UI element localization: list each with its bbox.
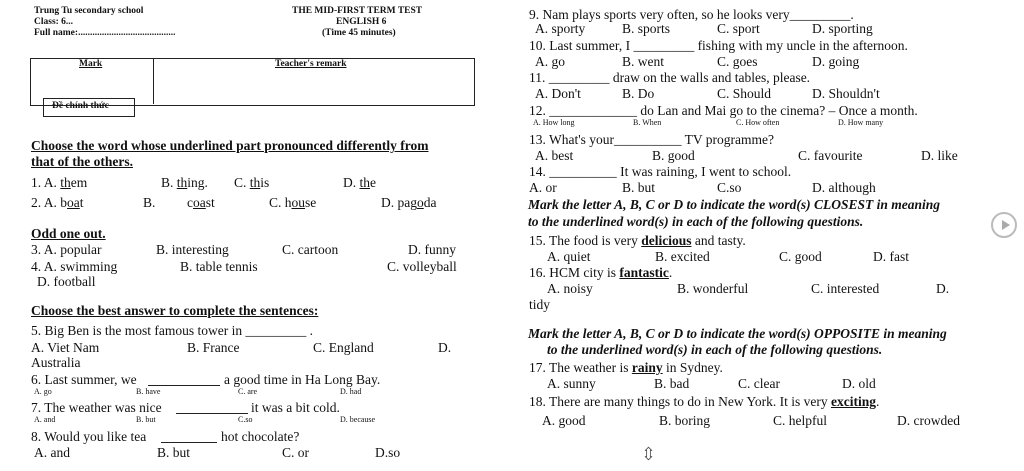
sec1-heading-2: that of the others.	[31, 154, 133, 169]
test-subject: ENGLISH 6	[336, 17, 387, 27]
text-cursor-icon: ⇳	[641, 444, 657, 464]
q18-stem: 18. There are many things to do in New York. It is very exciting.	[529, 394, 880, 409]
fullname-label: Full name:.........................................	[34, 28, 176, 38]
q12-d: D. How many	[838, 118, 884, 127]
q17-a: A. sunny	[547, 376, 596, 391]
closest-heading-2: to the underlined word(s) in each of the following questions.	[528, 214, 864, 229]
q12-c: C. How often	[736, 118, 780, 127]
q6-d: D. had	[340, 387, 362, 396]
q18-a: A. good	[542, 413, 586, 428]
mark-header: Mark	[79, 59, 103, 69]
q13-c: C. favourite	[798, 148, 863, 163]
school-name: Trung Tu secondary school	[34, 6, 144, 16]
q12-b: B. When	[633, 118, 662, 127]
q4-b: B. table tennis	[180, 259, 258, 274]
q11-b: B. Do	[622, 86, 655, 101]
q14-stem: 14. __________ It was raining, I went to school.	[529, 164, 792, 179]
q2-d: D. pagoda	[381, 195, 437, 210]
q9-d: D. sporting	[812, 21, 873, 36]
q9-stem: 9. Nam plays sports very often, so he looks very_________.	[529, 7, 854, 22]
q13-d: D. like	[921, 148, 958, 163]
q5-d-text: Australia	[31, 355, 81, 370]
q5-stem: 5. Big Ben is the most famous tower in _________ .	[31, 323, 313, 338]
closest-heading: Mark the letter A, B, C or D to indicate the word(s) CLOSEST in meaning	[528, 197, 941, 212]
test-time: (Time 45 minutes)	[322, 28, 396, 38]
q16-d: D.	[936, 281, 950, 296]
class-label: Class: 6...	[34, 17, 74, 27]
q16-a: A. noisy	[547, 281, 593, 296]
q18-d: D. crowded	[897, 413, 960, 428]
next-page-button[interactable]	[991, 212, 1017, 238]
q9-c: C. sport	[717, 21, 760, 36]
q17-c: C. clear	[738, 376, 780, 391]
q5-b: B. France	[187, 340, 240, 355]
q2-b: coast	[187, 195, 215, 210]
q18-c: C. helpful	[773, 413, 827, 428]
q7-stem-2: it was a bit cold.	[251, 400, 340, 415]
q17-d: D. old	[842, 376, 876, 391]
q16-b: B. wonderful	[677, 281, 749, 296]
q11-c: C. Should	[717, 86, 772, 101]
q18-b: B. boring	[659, 413, 711, 428]
q9-a: A. sporty	[535, 21, 586, 36]
q6-stem: 6. Last summer, we	[31, 372, 137, 387]
q12-stem: 12. _____________ do Lan and Mai go to the cinema? – Once a month.	[529, 103, 918, 118]
q16-d-text: tidy	[529, 297, 551, 312]
q7-a: A. and	[34, 415, 56, 424]
q10-a: A. go	[535, 54, 565, 69]
q10-stem: 10. Last summer, I _________ fishing with my uncle in the afternoon.	[529, 38, 908, 53]
test-title: THE MID-FIRST TERM TEST	[292, 6, 423, 16]
q2-c: C. house	[269, 195, 317, 210]
q1-c: C. this	[234, 175, 270, 190]
q1-a: 1. A. them	[31, 175, 88, 190]
q15-d: D. fast	[873, 249, 909, 264]
q8-a: A. and	[34, 445, 70, 460]
q3-b: B. interesting	[156, 242, 229, 257]
q14-d: D. although	[812, 180, 876, 195]
q12-a: A. How long	[533, 118, 575, 127]
q17-stem: 17. The weather is rainy in Sydney.	[529, 360, 723, 375]
q8-c: C. or	[282, 445, 309, 460]
q11-a: A. Don't	[535, 86, 581, 101]
remark-header: Teacher's remark	[275, 59, 347, 69]
q6-a: A. go	[34, 387, 52, 396]
q17-b: B. bad	[654, 376, 690, 391]
q5-d: D.	[438, 340, 452, 355]
q15-b: B. excited	[655, 249, 710, 264]
q16-c: C. interested	[811, 281, 880, 296]
q3-a: 3. A. popular	[31, 242, 102, 257]
q4-d: D. football	[37, 274, 96, 289]
q14-b: B. but	[622, 180, 656, 195]
q14-a: A. or	[529, 180, 557, 195]
q4-c: C. volleyball	[387, 259, 457, 274]
q8-d: D.so	[375, 445, 401, 460]
q8-stem: 8. Would you like tea	[31, 429, 147, 444]
q6-b: B. have	[136, 387, 161, 396]
q6-stem-2: a good time in Ha Long Bay.	[224, 372, 381, 387]
q5-c: C. England	[313, 340, 374, 355]
sec2-heading: Odd one out.	[31, 226, 106, 241]
q2-b-letter: B.	[143, 195, 156, 210]
q3-c: C. cartoon	[282, 242, 339, 257]
sec1-heading: Choose the word whose underlined part pronounced differently from	[31, 138, 429, 153]
q10-d: D. going	[812, 54, 860, 69]
q10-b: B. went	[622, 54, 664, 69]
q6-c: C. are	[238, 387, 258, 396]
q15-c: C. good	[779, 249, 822, 264]
q7-d: D. because	[340, 415, 376, 424]
q11-stem: 11. _________ draw on the walls and tables, please.	[529, 70, 811, 85]
q7-c: C.so	[238, 415, 253, 424]
q1-b: B. thing.	[161, 175, 208, 190]
q15-a: A. quiet	[547, 249, 591, 264]
q16-stem: 16. HCM city is fantastic.	[529, 265, 673, 280]
q10-c: C. goes	[717, 54, 758, 69]
official-label: Đề chính thức	[52, 101, 109, 111]
q13-b: B. good	[652, 148, 695, 163]
q7-b: B. but	[136, 415, 156, 424]
q11-d: D. Shouldn't	[812, 86, 880, 101]
opposite-heading-2: to the underlined word(s) in each of the following questions.	[547, 342, 883, 357]
q4-a: 4. A. swimming	[31, 259, 118, 274]
q8-b: B. but	[157, 445, 191, 460]
opposite-heading: Mark the letter A, B, C or D to indicate the word(s) OPPOSITE in meaning	[528, 326, 947, 341]
q5-a: A. Viet Nam	[31, 340, 100, 355]
sec3-heading: Choose the best answer to complete the sentences:	[31, 303, 319, 318]
q1-d: D. the	[343, 175, 377, 190]
q7-stem: 7. The weather was nice	[31, 400, 162, 415]
q13-stem: 13. What's your__________ TV programme?	[529, 132, 775, 147]
q15-stem: 15. The food is very delicious and tasty.	[529, 233, 746, 248]
q8-stem-2: hot chocolate?	[221, 429, 300, 444]
q3-d: D. funny	[408, 242, 456, 257]
q14-c: C.so	[717, 180, 742, 195]
q13-a: A. best	[535, 148, 574, 163]
q2-a: 2. A. boat	[31, 195, 84, 210]
q9-b: B. sports	[622, 21, 671, 36]
